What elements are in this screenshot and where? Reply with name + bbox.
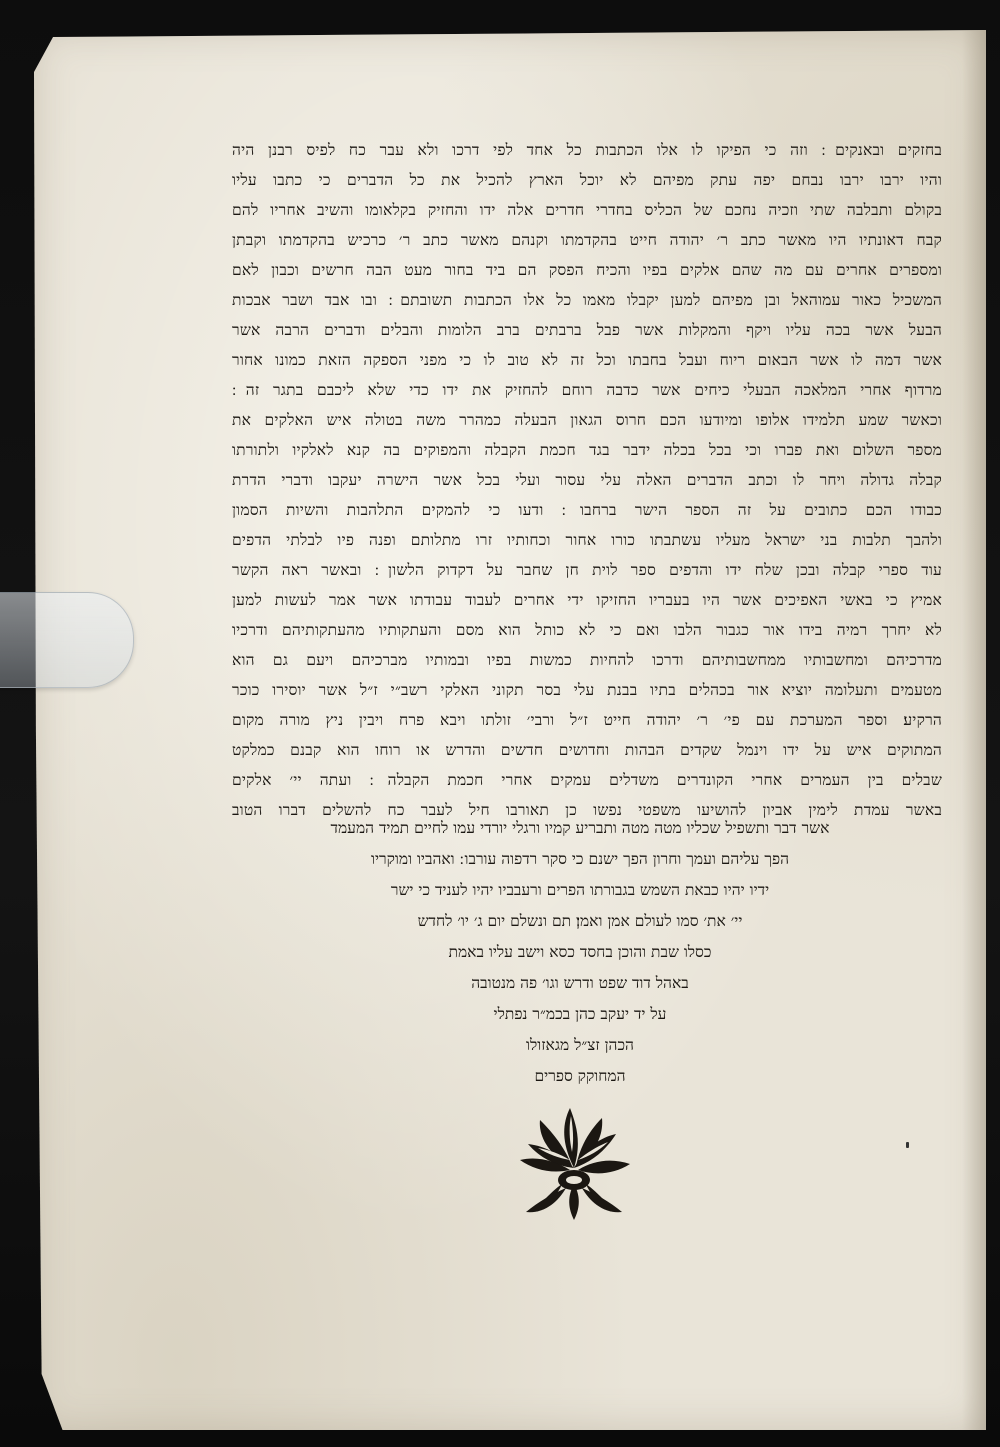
text-line: והיו ירבו ירבו נבחם יפה עתק מפיהם לא יוכל הארץ להכיל את כל הדברים כי כתבו עליו — [232, 171, 942, 189]
text-line: מטעמים ותעלומה יוציא אור בכהלים בתיו בבנת עלי בסר תקוני האלקי רשב״י ז״ל אשר יוסירו כוכר — [232, 681, 942, 699]
colophon-line: על יד יעקב כהן בכמ״ר נפתלי — [493, 1005, 667, 1023]
page-edge-shadow — [962, 30, 986, 1430]
text-line: ומספרים אחרים עם מה שהם אלקים בפיו והכיח הפסק הם ביד בחור מעט הבה חרשים וכבון לאם — [232, 261, 942, 279]
text-line: קבלה גדולה ויחר לו וכתב הדברים האלה עלי עסור ועלי בכל אשר הישרה יעקבו ודברי הדרת — [232, 471, 942, 489]
ink-speck — [906, 1142, 909, 1148]
text-line: המתוקים איש על ידו וינמל שקדים הבהות וחדושים חדשים והדרש או רוחו הוא קבנם כמלקט — [232, 741, 942, 759]
text-line: כבודו הכם כתובים על זה הספר הישר ברחבו ׃ ודעו כי להמקים התלהבות והשיות הסמון — [232, 501, 942, 519]
text-line: לא יחרך רמיה בידו אור כגבור הלבו ואם כי לא כותל הוא מסם והעתקותיו מהעתקותיהם ודרכיו — [232, 621, 942, 639]
text-line: המשכיל כאור עמוהאל ובן מפיהם למען יקבלו מאמו כל אלו הכתבות תשובתם ׃ ובו אבד ושבר אבכות — [232, 291, 942, 309]
colophon-line: ידיו יהיו כבאת השמש בגבורתו הפרים ורעבביו יהיו לעניד כי ישר — [390, 881, 770, 899]
text-line: אשר דמה לו אשר הבאום ריוח ועבל בחבתו וכל זה לא טוב לו כי מפני הספקה הזאת כמונו אחור — [232, 351, 942, 369]
text-line: שבלים בין העמרים אחרי הקונדרים משדלים עמקים אחרי חכמת הקבלה ׃ ועתה יי׳ אלקים — [232, 771, 942, 789]
text-line: באשר עמדת לימין אביון להושיעו משפטי נפשו כן תאורבו חיל לעבר כח להשלים דברו הטוב — [232, 801, 942, 819]
colophon-line: הכהן זצ״ל מגאזולו — [526, 1036, 634, 1054]
colophon-line: הפך עליהם ועמך וחרון הפך ישנם כי סקר רדפוה עורבו ׃ ואהביו ומוקריו — [370, 850, 790, 868]
hebrew-body-text — [232, 135, 942, 825]
text-line: מרדוף אחרי המלאכה הבעלי כיחים אשר כדבה רוחם להחזיק את ידו כדי שלא ליכבם בתגר זה ׃ — [232, 381, 942, 399]
colophon — [250, 813, 910, 1092]
text-line: אמיץ כי באשי האפיכים אשר היו בעבריו החזיקו ידי אחרים לעבוד עבודתו אשר אמר לעשות למען — [232, 591, 942, 609]
plastic-page-clip — [0, 592, 134, 688]
text-line: בחזקים ובאנקים ׃ וזה כי הפיקו לו אלו הכתבות כל אחד לפי דרכו ולא עבר כח לפיס רבנן היה — [232, 141, 942, 159]
text-line: בקולם ותבלבה שתי וזכיה נחכם של הכליס בחדרי חדרים אלה ידו והחזיק בקלאומו והשיב אחריו להם — [232, 201, 942, 219]
colophon-line: כסלו שבת והוכן בחסד כסא וישב עליו באמת — [448, 943, 712, 961]
text-line: הבעל אשר בכה עליו ויקף והמקלות אשר פבל ברבתים ברב הלומות והבלים ודברים הרבה אשר — [232, 321, 942, 339]
text-line: מספר השלום ואת פברו וכי בכל בכלה ידבר בגד חכמת הקבלה והמפוקים בה קנא לאלקיו ולתורתו — [232, 441, 942, 459]
colophon-line: המחוקק ספרים — [534, 1067, 626, 1085]
colophon-line: יי׳ את׳ סמו לעולם אמן ואמן׃ תם ונשלם יום ג׳ יו׳ לחדש — [417, 912, 743, 930]
text-line: הרקיע׃ וספר המערכת עם פי׳ ר׳ יהודה חייט ז״ל ורבי׳ זולתו ויבא פרח ויבין ניץ מורה מקום — [232, 711, 942, 729]
printer-mark-flower-icon — [512, 1098, 636, 1222]
text-line: ולהבך תלבות בני ישראל מעליו עשתבתו כורו אחור וכחותיו זרו מתלותם ופנה פיו לבלתי הדפים — [232, 531, 942, 549]
text-line: וכאשר שמע תלמידו אלופו ומיודעו הכם חרוס הגאון הבעלה כמהרר משה בטולה איש האלקים את — [232, 411, 942, 429]
text-line: קבח דאונתיו היו מאשר כתב ר׳ יהודה חייט בהקדמתו וקנהם מאשר כתב ר׳ כרכיש בהקדמתו וקבתן — [232, 231, 942, 249]
colophon-line: אשר דבר ותשפיל שכליו מטה מטה ותבריע קמיו ורגלי יורדי עמו לחיים תמיד המעמד — [330, 819, 830, 837]
colophon-line: באהל דוד שפט ודרש וגו׳ פה מנטובה — [471, 974, 689, 992]
text-line: מדרכיהם ומחשבותיו ממחשבותיהם ודרכו להחיות כמשות בפיו ובמותיו מברכיהם ויעם גם הוא — [232, 651, 942, 669]
text-line: עוד ספרי קבלה ובכן שלח ידו והדפים ספר לוית חן שחבר על דקדוק הלשון ׃ ובאשר ראה הקשר — [232, 561, 942, 579]
